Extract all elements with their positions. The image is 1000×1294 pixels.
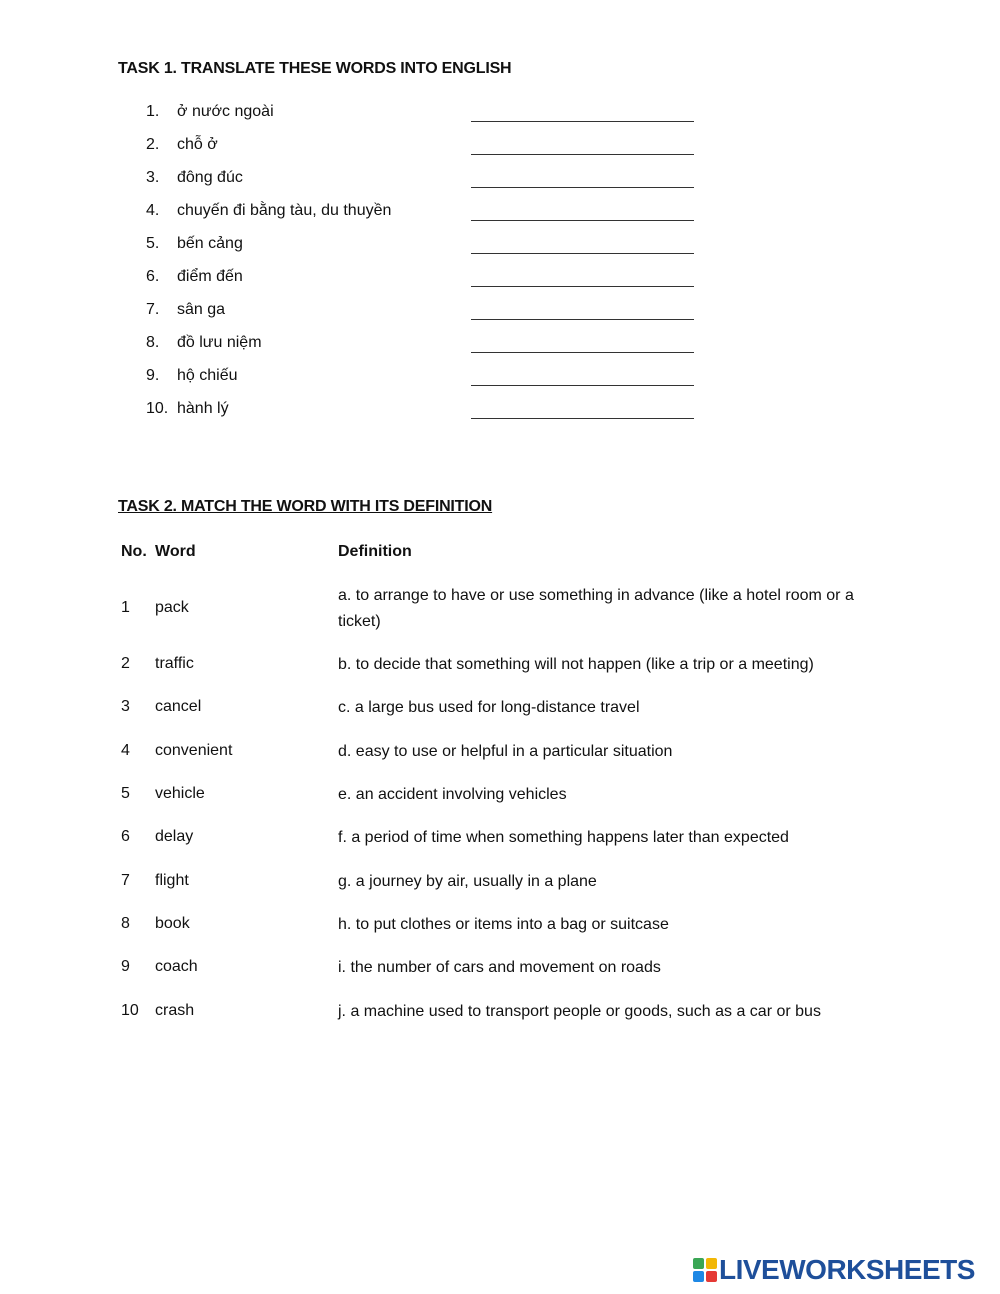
task1-item-number: 4. — [146, 202, 160, 219]
task1-item-number: 8. — [146, 334, 160, 351]
answer-blank[interactable] — [471, 286, 694, 287]
row-number: 5 — [121, 785, 130, 802]
task1-item-word: bến cảng — [177, 235, 243, 252]
row-word: vehicle — [155, 785, 205, 802]
row-definition: c. a large bus used for long-distance travel — [338, 699, 640, 716]
row-definition: g. a journey by air, usually in a plane — [338, 873, 597, 890]
task1-item — [146, 301, 706, 325]
row-number: 6 — [121, 828, 130, 845]
row-word: book — [155, 915, 190, 932]
row-word: pack — [155, 599, 189, 616]
task1-item-word: ở nước ngoài — [177, 103, 274, 120]
task1-item — [146, 136, 706, 160]
task1-item-word: hộ chiếu — [177, 367, 238, 384]
row-number: 3 — [121, 698, 130, 715]
task1-item — [146, 268, 706, 292]
row-word: convenient — [155, 742, 233, 759]
task1-item-word: hành lý — [177, 400, 229, 417]
task1-item-number: 6. — [146, 268, 160, 285]
row-number: 7 — [121, 872, 130, 889]
liveworksheets-badge-icon — [693, 1258, 717, 1282]
task1-item — [146, 400, 706, 424]
answer-blank[interactable] — [471, 154, 694, 155]
task1-item-word: đồ lưu niệm — [177, 334, 262, 351]
row-number: 8 — [121, 915, 130, 932]
task1-item — [146, 367, 706, 391]
task1-item-word: sân ga — [177, 301, 226, 318]
row-word: coach — [155, 958, 198, 975]
task1-item-number: 3. — [146, 169, 160, 186]
answer-blank[interactable] — [471, 121, 694, 122]
task1-item-number: 10. — [146, 400, 169, 417]
row-word: traffic — [155, 655, 194, 672]
row-word: delay — [155, 828, 194, 845]
row-definition: e. an accident involving vehicles — [338, 786, 567, 803]
row-definition: h. to put clothes or items into a bag or suitcase — [338, 916, 669, 933]
row-word: cancel — [155, 698, 202, 715]
row-definition: i. the number of cars and movement on roads — [338, 959, 661, 976]
answer-blank[interactable] — [471, 418, 694, 419]
answer-blank[interactable] — [471, 220, 694, 221]
answer-blank[interactable] — [471, 187, 694, 188]
row-number: 10 — [121, 1002, 139, 1019]
header-word: Word — [155, 543, 196, 560]
task1-item-word: đông đúc — [177, 169, 243, 186]
logo-text: LIVEWORKSHEETS — [719, 1254, 975, 1285]
task1-item-number: 9. — [146, 367, 160, 384]
task1-item-word: chỗ ở — [177, 136, 218, 153]
liveworksheets-logo — [693, 1255, 993, 1285]
row-definition: j. a machine used to transport people or goods, such as a car or bus — [338, 1003, 821, 1020]
task2-title: TASK 2. MATCH THE WORD WITH ITS DEFINITION — [118, 498, 493, 515]
header-no: No. — [121, 543, 147, 560]
task1-item-number: 2. — [146, 136, 160, 153]
task1-item — [146, 235, 706, 259]
answer-blank[interactable] — [471, 352, 694, 353]
answer-blank[interactable] — [471, 385, 694, 386]
task1-item-word: chuyến đi bằng tàu, du thuyền — [177, 202, 392, 219]
row-word: crash — [155, 1002, 195, 1019]
row-number: 9 — [121, 958, 130, 975]
task1-item-word: điểm đến — [177, 268, 243, 285]
task1-item-number: 1. — [146, 103, 160, 120]
answer-blank[interactable] — [471, 319, 694, 320]
task1-item — [146, 202, 706, 226]
task1-item — [146, 103, 706, 127]
header-definition: Definition — [338, 543, 412, 560]
row-number: 1 — [121, 599, 130, 616]
row-definition: b. to decide that something will not happen (like a trip or a meeting) — [338, 656, 814, 673]
row-number: 2 — [121, 655, 130, 672]
row-definition: a. to arrange to have or use something in advance (like a hotel room or a ticket) — [338, 587, 854, 630]
task1-item-number: 5. — [146, 235, 160, 252]
task1-item-number: 7. — [146, 301, 160, 318]
task1-title: TASK 1. TRANSLATE THESE WORDS INTO ENGLISH — [118, 60, 512, 77]
answer-blank[interactable] — [471, 253, 694, 254]
task1-item — [146, 169, 706, 193]
row-number: 4 — [121, 742, 130, 759]
row-definition: d. easy to use or helpful in a particular situation — [338, 743, 673, 760]
row-word: flight — [155, 872, 189, 889]
row-definition: f. a period of time when something happens later than expected — [338, 829, 789, 846]
task1-item — [146, 334, 706, 358]
